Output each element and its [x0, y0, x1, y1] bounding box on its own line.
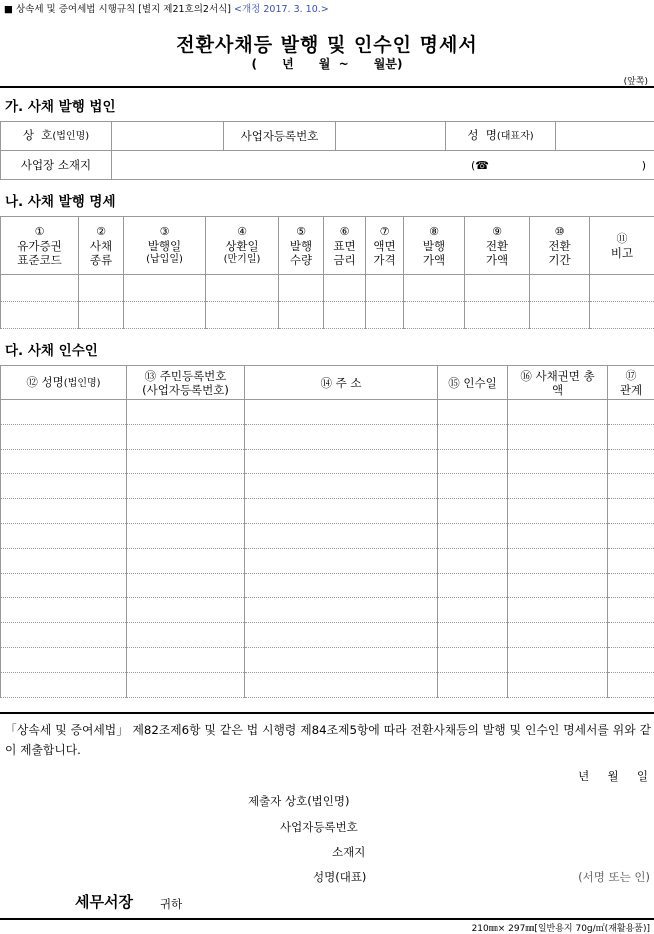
subscriber-row[interactable] — [1, 400, 654, 425]
col-6-header: ⑥ 표면 금리 — [324, 217, 366, 275]
footer-rule — [0, 918, 654, 920]
subscriber-cell[interactable] — [1, 400, 127, 425]
subscriber-cell[interactable] — [127, 623, 245, 648]
subscriber-cell[interactable] — [608, 598, 654, 623]
front-page-label: (앞쪽) — [624, 74, 648, 87]
subscriber-cell[interactable] — [508, 647, 608, 672]
subscriber-cell[interactable] — [438, 573, 508, 598]
subscriber-cell[interactable] — [608, 400, 654, 425]
subscriber-row[interactable] — [1, 424, 654, 449]
subscriber-cell[interactable] — [508, 598, 608, 623]
subscriber-cell[interactable] — [508, 573, 608, 598]
subscriber-cell[interactable] — [127, 598, 245, 623]
bond-face-total-header: ⑯ 사채권면 총 액 — [508, 366, 608, 400]
subscriber-row[interactable] — [1, 672, 654, 697]
subscriber-cell[interactable] — [1, 623, 127, 648]
subscriber-cell[interactable] — [438, 623, 508, 648]
subscriber-cell[interactable] — [245, 623, 438, 648]
revision-date: <개정 2017. 3. 10.> — [234, 4, 329, 15]
subscriber-cell[interactable] — [608, 449, 654, 474]
subscriber-cell[interactable] — [1, 598, 127, 623]
subscriber-cell[interactable] — [508, 672, 608, 697]
subscriber-cell[interactable] — [245, 647, 438, 672]
company-name-field[interactable] — [112, 122, 224, 151]
bond-issue-header — [1, 217, 654, 275]
subscriber-row[interactable] — [1, 598, 654, 623]
subscriber-cell[interactable] — [245, 598, 438, 623]
bond-issue-table — [0, 216, 654, 329]
subscriber-cell[interactable] — [245, 548, 438, 573]
subscriber-cell[interactable] — [127, 523, 245, 548]
col-11-header: ⑪ 비고 — [590, 217, 654, 275]
subscriber-row[interactable] — [1, 523, 654, 548]
subscriber-cell[interactable] — [1, 647, 127, 672]
col-10-header: ⑩ 전환 기간 — [530, 217, 590, 275]
col-7-header: ⑦ 액면 가격 — [366, 217, 404, 275]
section-c-title: 다. 사채 인수인 — [5, 339, 98, 359]
submitter-address-label: 소재지 — [332, 844, 365, 860]
subscriber-cell[interactable] — [127, 400, 245, 425]
subscriber-cell[interactable] — [608, 474, 654, 499]
col-4-header: ④ 상환일 (만기일) — [206, 217, 279, 275]
subscriber-cell[interactable] — [127, 474, 245, 499]
subscriber-cell[interactable] — [245, 523, 438, 548]
subscriber-id-header: ⑬ 주민등록번호 (사업자등록번호) — [127, 366, 245, 400]
subscriber-cell[interactable] — [438, 672, 508, 697]
subscriber-cell[interactable] — [245, 449, 438, 474]
subscriber-cell[interactable] — [508, 523, 608, 548]
subscriber-cell[interactable] — [245, 474, 438, 499]
subscriber-cell[interactable] — [438, 523, 508, 548]
subscriber-cell[interactable] — [438, 598, 508, 623]
address-label: 사업장 소재지 — [1, 151, 112, 180]
col-8-header: ⑧ 발행 가액 — [404, 217, 465, 275]
subscriber-cell[interactable] — [438, 400, 508, 425]
subscriber-cell[interactable] — [127, 499, 245, 524]
recipient-office: 세무서장 — [75, 891, 133, 912]
submitter-rep-label: 성명(대표) — [313, 869, 366, 885]
submitter-bizreg-label: 사업자등록번호 — [280, 819, 358, 835]
subscriber-cell[interactable] — [245, 499, 438, 524]
representative-field[interactable] — [556, 122, 654, 151]
bond-issue-row[interactable] — [1, 275, 654, 302]
subscriber-cell[interactable] — [608, 424, 654, 449]
subscriber-cell[interactable] — [127, 672, 245, 697]
subscriber-cell[interactable] — [508, 499, 608, 524]
subscriber-cell[interactable] — [438, 548, 508, 573]
subscriber-cell[interactable] — [608, 499, 654, 524]
subscriber-cell[interactable] — [1, 548, 127, 573]
subscriber-cell[interactable] — [508, 449, 608, 474]
declaration-text: 「상속세 및 증여세법」 제82조제6항 및 같은 법 시행령 제84조제5항에 따라 전환사채등의 발행 및 인수인 명세서를 위와 같이 제출합니다. — [5, 720, 651, 760]
subscriber-row[interactable] — [1, 573, 654, 598]
subscriber-table — [0, 365, 654, 698]
subscriber-cell[interactable] — [1, 523, 127, 548]
phone-close: ) — [642, 159, 646, 173]
col-1-header: ① 유가증권 표준코드 — [1, 217, 79, 275]
subscriber-cell[interactable] — [608, 623, 654, 648]
subscriber-cell[interactable] — [127, 449, 245, 474]
subscriber-row[interactable] — [1, 548, 654, 573]
col-2-header: ② 사채 종류 — [79, 217, 124, 275]
subscriber-cell[interactable] — [127, 548, 245, 573]
relationship-header: ⑰ 관계 — [608, 366, 654, 400]
form-reference — [4, 1, 329, 15]
subscription-date-header: ⑮ 인수일 — [438, 366, 508, 400]
table-bottom-rule — [0, 712, 654, 714]
subscriber-cell[interactable] — [1, 424, 127, 449]
subscriber-row[interactable] — [1, 647, 654, 672]
issuer-table — [0, 121, 654, 180]
col-3-header: ③ 발행일 (납입일) — [124, 217, 206, 275]
subscriber-cell[interactable] — [438, 499, 508, 524]
subscriber-cell[interactable] — [508, 548, 608, 573]
subscriber-cell[interactable] — [1, 499, 127, 524]
subscriber-cell[interactable] — [438, 449, 508, 474]
recipient-suffix: 귀하 — [160, 896, 182, 912]
subscriber-cell[interactable] — [127, 573, 245, 598]
subscriber-name-header: ⑫ 성명(법인명) — [1, 366, 127, 400]
subscriber-cell[interactable] — [608, 672, 654, 697]
form-title: 전환사채등 발행 및 인수인 명세서 — [0, 30, 654, 57]
section-b-title: 나. 사채 발행 명세 — [5, 190, 116, 210]
subscriber-cell[interactable] — [245, 424, 438, 449]
subscriber-cell[interactable] — [245, 672, 438, 697]
subscriber-cell[interactable] — [1, 449, 127, 474]
representative-label: 성 명(대표자) — [446, 122, 556, 151]
subscriber-cell[interactable] — [608, 548, 654, 573]
subscriber-cell[interactable] — [1, 672, 127, 697]
subscriber-cell[interactable] — [608, 647, 654, 672]
subscriber-address-header: ⑭ 주 소 — [245, 366, 438, 400]
subscriber-cell[interactable] — [438, 424, 508, 449]
form-period: ( 년 월 ~ 월분) — [0, 55, 654, 72]
subscriber-cell[interactable] — [508, 623, 608, 648]
phone-open: (☎ — [471, 159, 489, 173]
subscriber-cell[interactable] — [508, 474, 608, 499]
subscriber-header — [1, 366, 654, 400]
subscriber-cell[interactable] — [508, 400, 608, 425]
col-5-header: ⑤ 발행 수량 — [279, 217, 324, 275]
subscriber-row[interactable] — [1, 623, 654, 648]
signature-area[interactable]: (서명 또는 인) — [578, 869, 650, 885]
subscriber-cell[interactable] — [438, 647, 508, 672]
subscriber-cell[interactable] — [127, 647, 245, 672]
bond-issue-row[interactable] — [1, 302, 654, 329]
subscriber-cell[interactable] — [608, 573, 654, 598]
paper-spec: 210㎜× 297㎜[일반용지 70g/㎡(재활용품)] — [472, 921, 650, 934]
subscriber-row[interactable] — [1, 474, 654, 499]
subscriber-cell[interactable] — [1, 573, 127, 598]
subscriber-cell[interactable] — [608, 523, 654, 548]
top-rule — [0, 86, 654, 88]
biz-reg-label: 사업자등록번호 — [224, 122, 336, 151]
subscriber-cell[interactable] — [245, 573, 438, 598]
subscriber-cell[interactable] — [438, 474, 508, 499]
section-a-title: 가. 사채 발행 법인 — [5, 95, 116, 115]
biz-reg-field[interactable] — [336, 122, 446, 151]
submission-date: 년 월 일 — [578, 768, 648, 784]
subscriber-cell[interactable] — [127, 424, 245, 449]
subscriber-row[interactable] — [1, 499, 654, 524]
col-9-header: ⑨ 전환 가액 — [465, 217, 530, 275]
subscriber-cell[interactable] — [245, 400, 438, 425]
form-reference-text: ■ 상속세 및 증여세법 시행규칙 [별지 제21호의2서식] — [4, 4, 231, 15]
submitter-name-label: 제출자 상호(법인명) — [248, 793, 350, 809]
subscriber-cell[interactable] — [508, 424, 608, 449]
subscriber-row[interactable] — [1, 449, 654, 474]
subscriber-cell[interactable] — [1, 474, 127, 499]
address-field[interactable] — [112, 151, 654, 180]
company-name-label: 상 호(법인명) — [1, 122, 112, 151]
